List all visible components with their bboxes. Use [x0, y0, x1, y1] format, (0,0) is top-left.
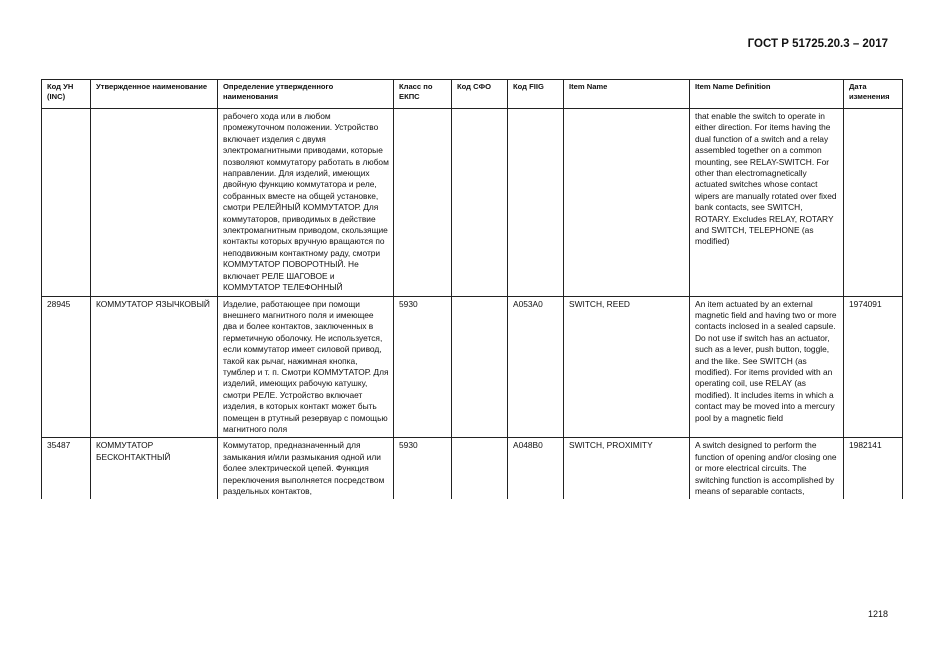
cell-name-ru: КОММУТАТОР ЯЗЫЧКОВЫЙ [91, 296, 218, 438]
cell-inc [42, 109, 91, 297]
cell-definition-en: A switch designed to perform the function of opening and/or closing one or more electrical circuits. The switching function is accomplished by means of separable contacts, [690, 438, 844, 500]
cell-class: 5930 [394, 296, 452, 438]
standard-header: ГОСТ Р 51725.20.3 – 2017 [747, 38, 888, 50]
catalog-table [41, 79, 903, 499]
table-header-row [42, 80, 903, 109]
cell-name-ru: КОММУТАТОР БЕСКОНТАКТНЫЙ [91, 438, 218, 500]
column-header: Определение утвержденного наименования [218, 80, 394, 109]
column-header: Код УН (INC) [42, 80, 91, 109]
table-row [42, 109, 903, 297]
cell-sfo [452, 438, 508, 500]
column-header: Item Name [564, 80, 690, 109]
cell-date: 1974091 [844, 296, 903, 438]
page-number: 1218 [867, 609, 888, 619]
table-row [42, 438, 903, 500]
cell-inc: 28945 [42, 296, 91, 438]
cell-sfo [452, 296, 508, 438]
cell-item-name [564, 109, 690, 297]
cell-class: 5930 [394, 438, 452, 500]
table-row [42, 296, 903, 438]
column-header: Код FIIG [508, 80, 564, 109]
cell-date [844, 109, 903, 297]
cell-fiig: A048B0 [508, 438, 564, 500]
cell-definition-ru: Изделие, работающее при помощи внешнего магнитного поля и имеющее два и более контактов, заключенных в герметичную оболочку. Не используется, если коммутатор имеет силовой привод, такой как рычаг, нажимная кнопка, тумблер и т. п. Смотри КОММУТАТОР. Для изделий, имеющих рабочую катушку, смотри РЕЛЕ. Устройство включает изделия, в которых контакт может быть помещен в ртутный резервуар с помощью магнитного поля [218, 296, 394, 438]
cell-inc: 35487 [42, 438, 91, 500]
cell-item-name: SWITCH, REED [564, 296, 690, 438]
cell-definition-ru: рабочего хода или в любом промежуточном положении. Устройство включает изделия с двумя электромагнитными приводами, которые позволяют коммутатору работать в любом направлении. Для изделий, имеющих двойную функцию коммутатора и реле, собранных вместе на общей установке, смотри РЕЛЕЙНЫЙ КОММУТАТОР. Для коммутаторов, приводимых в действие электромагнитным приводом, скользящие контакты которых вручную вращаются по неподвижным контактному раду, смотри КОММУТАТОР ПОВОРОТНЫЙ. Не включает РЕЛЕ ШАГОВОЕ и КОММУТАТОР ТЕЛЕФОННЫЙ [218, 109, 394, 297]
column-header: Утвержденное наименование [91, 80, 218, 109]
column-header: Item Name Definition [690, 80, 844, 109]
column-header: Дата изменения [844, 80, 903, 109]
column-header: Код СФО [452, 80, 508, 109]
cell-fiig: A053A0 [508, 296, 564, 438]
cell-date: 1982141 [844, 438, 903, 500]
cell-sfo [452, 109, 508, 297]
cell-definition-en: that enable the switch to operate in either direction. For items having the dual function of a switch and a relay assembled together on a common mounting, see RELAY-SWITCH. For other than electromagnetically actuated switches whose contact wipers are manually rotated over fixed bank contacts, see SWITCH, ROTARY. Excludes RELAY, ROTARY and SWITCH, TELEPHONE (as modified) [690, 109, 844, 297]
cell-definition-ru: Коммутатор, предназначенный для замыкания и/или размыкания одной или более электрической цепей. Функция переключения выполняется посредством раздельных контактов, [218, 438, 394, 500]
cell-name-ru [91, 109, 218, 297]
cell-definition-en: An item actuated by an external magnetic field and having two or more contacts inclosed in a sealed capsule. Do not use if switch has an actuator, such as a lever, push button, toggle, and the like. See SWITCH (as modified). For items provided with an operating coil, use RELAY (as modified). It includes items in which a contact may be moved into a mercury pool by a magnetic field [690, 296, 844, 438]
cell-class [394, 109, 452, 297]
cell-fiig [508, 109, 564, 297]
cell-item-name: SWITCH, PROXIMITY [564, 438, 690, 500]
column-header: Класс по ЕКПС [394, 80, 452, 109]
